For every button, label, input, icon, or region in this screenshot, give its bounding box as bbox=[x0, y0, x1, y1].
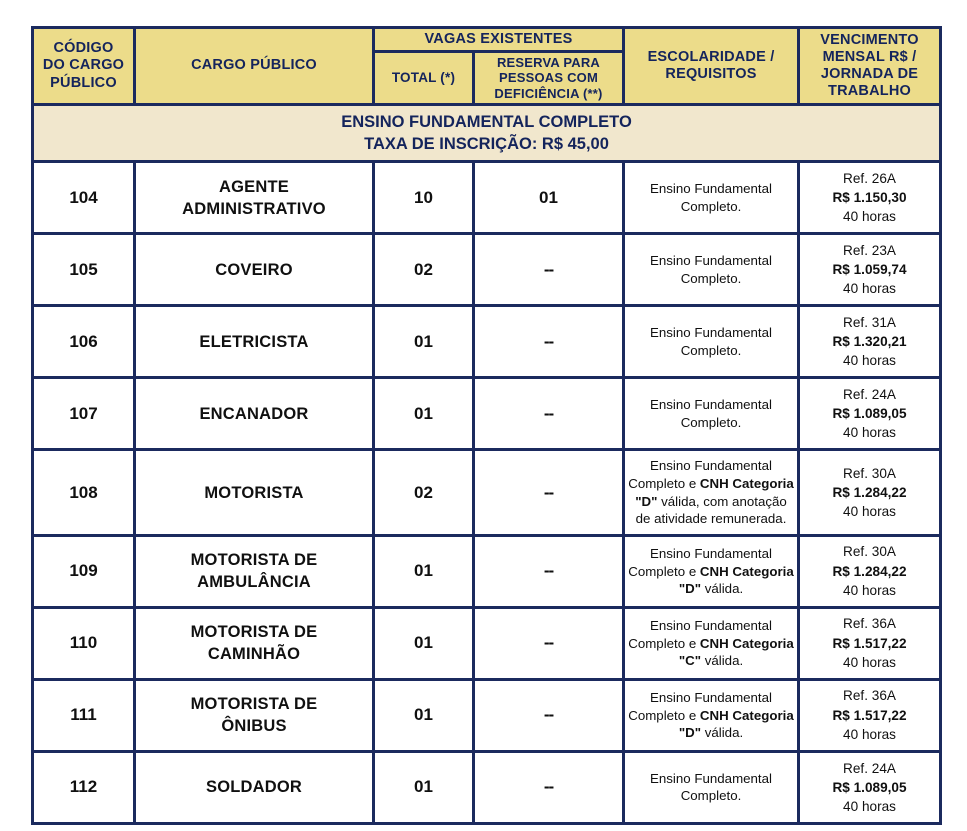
banner-line-1: ENSINO FUNDAMENTAL COMPLETO bbox=[341, 112, 632, 131]
table-header bbox=[33, 28, 941, 105]
cell-vencimento-jornada bbox=[799, 607, 941, 679]
cell-vencimento-jornada bbox=[799, 162, 941, 234]
cell-escolaridade-requisitos: Ensino Fundamental Completo. bbox=[624, 378, 799, 450]
vencimento-ref: Ref. 26A bbox=[843, 170, 896, 186]
cell-reserva-deficiencia: -- bbox=[474, 751, 624, 823]
vencimento-ref: Ref. 23A bbox=[843, 242, 896, 258]
vencimento-jornada: 40 horas bbox=[843, 583, 896, 599]
table-row bbox=[33, 378, 941, 450]
vencimento-jornada: 40 horas bbox=[843, 425, 896, 441]
cell-vencimento-jornada bbox=[799, 306, 941, 378]
table-row bbox=[33, 234, 941, 306]
header-row-1 bbox=[33, 28, 941, 52]
cargo-line: MOTORISTA DE bbox=[190, 551, 318, 570]
cargo-line: MOTORISTA bbox=[204, 483, 304, 502]
vagas-table-container bbox=[31, 26, 939, 825]
cell-vencimento-jornada bbox=[799, 378, 941, 450]
cell-cargo-publico bbox=[135, 607, 374, 679]
cell-codigo: 109 bbox=[33, 535, 135, 607]
cell-total: 02 bbox=[374, 450, 474, 536]
vencimento-jornada: 40 horas bbox=[843, 727, 896, 743]
vencimento-valor: R$ 1.150,30 bbox=[832, 190, 907, 206]
cell-cargo-publico bbox=[135, 751, 374, 823]
vencimento-valor: R$ 1.517,22 bbox=[832, 635, 907, 651]
vencimento-ref: Ref. 36A bbox=[843, 688, 896, 704]
vencimento-jornada: 40 horas bbox=[843, 353, 896, 369]
header-escolaridade-line-1: ESCOLARIDADE / bbox=[647, 48, 775, 65]
cell-total: 01 bbox=[374, 679, 474, 751]
vencimento-valor: R$ 1.059,74 bbox=[832, 262, 907, 278]
cell-cargo-publico bbox=[135, 378, 374, 450]
vencimento-ref: Ref. 30A bbox=[843, 544, 896, 560]
cell-reserva-deficiencia: -- bbox=[474, 607, 624, 679]
banner-line-2: TAXA DE INSCRIÇÃO: R$ 45,00 bbox=[364, 135, 609, 154]
cell-codigo: 107 bbox=[33, 378, 135, 450]
cell-total: 10 bbox=[374, 162, 474, 234]
vencimento-valor: R$ 1.284,22 bbox=[832, 563, 907, 579]
header-vencimento-jornada bbox=[799, 28, 941, 105]
cell-cargo-publico bbox=[135, 535, 374, 607]
header-total: TOTAL (*) bbox=[374, 52, 474, 105]
vencimento-ref: Ref. 31A bbox=[843, 314, 896, 330]
header-codigo-line-2: DO CARGO bbox=[42, 57, 125, 74]
cell-total: 01 bbox=[374, 306, 474, 378]
vencimento-jornada: 40 horas bbox=[843, 281, 896, 297]
cargo-line: SOLDADOR bbox=[205, 778, 303, 797]
cell-vencimento-jornada bbox=[799, 751, 941, 823]
cell-cargo-publico bbox=[135, 162, 374, 234]
header-codigo bbox=[33, 28, 135, 105]
header-cargo-publico: CARGO PÚBLICO bbox=[135, 28, 374, 105]
table-row bbox=[33, 450, 941, 536]
cell-reserva-deficiencia: -- bbox=[474, 306, 624, 378]
cell-total: 01 bbox=[374, 751, 474, 823]
cell-reserva-deficiencia: -- bbox=[474, 378, 624, 450]
cell-cargo-publico bbox=[135, 306, 374, 378]
cell-reserva-deficiencia: -- bbox=[474, 535, 624, 607]
cell-escolaridade-requisitos: Ensino Fundamental Completo. bbox=[624, 751, 799, 823]
cell-total: 01 bbox=[374, 378, 474, 450]
cell-escolaridade-requisitos: Ensino Fundamental Completo e CNH Categoria "D" válida, com anotação de atividade remunerada. bbox=[624, 450, 799, 536]
header-reserva-line-3: DEFICIÊNCIA (**) bbox=[494, 85, 603, 101]
cell-total: 01 bbox=[374, 535, 474, 607]
vencimento-valor: R$ 1.517,22 bbox=[832, 707, 907, 723]
cell-escolaridade-requisitos: Ensino Fundamental Completo e CNH Categoria "D" válida. bbox=[624, 679, 799, 751]
vencimento-valor: R$ 1.089,05 bbox=[832, 779, 907, 795]
vencimento-ref: Ref. 24A bbox=[843, 386, 896, 402]
cell-escolaridade-requisitos: Ensino Fundamental Completo. bbox=[624, 234, 799, 306]
header-vencimento-line-4: TRABALHO bbox=[828, 83, 911, 100]
table-body bbox=[33, 105, 941, 824]
cell-codigo: 108 bbox=[33, 450, 135, 536]
vencimento-jornada: 40 horas bbox=[843, 799, 896, 815]
table-row bbox=[33, 162, 941, 234]
cell-escolaridade-requisitos: Ensino Fundamental Completo. bbox=[624, 306, 799, 378]
cargo-line: AMBULÂNCIA bbox=[197, 573, 311, 592]
cell-vencimento-jornada bbox=[799, 679, 941, 751]
header-escolaridade-requisitos bbox=[624, 28, 799, 105]
cell-codigo: 111 bbox=[33, 679, 135, 751]
vencimento-valor: R$ 1.089,05 bbox=[832, 406, 907, 422]
cargo-line: MOTORISTA DE bbox=[190, 623, 318, 642]
header-reserva-deficiencia bbox=[474, 52, 624, 105]
cell-reserva-deficiencia: -- bbox=[474, 679, 624, 751]
cell-escolaridade-requisitos: Ensino Fundamental Completo. bbox=[624, 162, 799, 234]
header-reserva-line-1: RESERVA PARA bbox=[496, 55, 601, 71]
cell-vencimento-jornada bbox=[799, 234, 941, 306]
cell-codigo: 110 bbox=[33, 607, 135, 679]
cell-vencimento-jornada bbox=[799, 450, 941, 536]
vencimento-ref: Ref. 30A bbox=[843, 465, 896, 481]
header-codigo-line-3: PÚBLICO bbox=[50, 74, 117, 91]
header-vagas-existentes: VAGAS EXISTENTES bbox=[374, 28, 624, 52]
cargo-line: ELETRICISTA bbox=[199, 332, 309, 351]
vencimento-jornada: 40 horas bbox=[843, 209, 896, 225]
cell-cargo-publico bbox=[135, 679, 374, 751]
cell-escolaridade-requisitos: Ensino Fundamental Completo e CNH Categoria "C" válida. bbox=[624, 607, 799, 679]
vencimento-jornada: 40 horas bbox=[843, 655, 896, 671]
cell-codigo: 104 bbox=[33, 162, 135, 234]
cell-codigo: 106 bbox=[33, 306, 135, 378]
vencimento-valor: R$ 1.320,21 bbox=[832, 334, 907, 350]
vencimento-valor: R$ 1.284,22 bbox=[832, 484, 907, 500]
cell-codigo: 105 bbox=[33, 234, 135, 306]
cargo-line: AGENTE bbox=[219, 177, 289, 196]
header-escolaridade-line-2: REQUISITOS bbox=[665, 66, 757, 83]
header-codigo-line-1: CÓDIGO bbox=[53, 40, 114, 57]
vagas-table bbox=[31, 26, 942, 825]
table-row bbox=[33, 607, 941, 679]
header-vencimento-line-1: VENCIMENTO bbox=[820, 31, 919, 48]
cargo-line: ADMINISTRATIVO bbox=[182, 199, 326, 218]
cargo-line: ÔNIBUS bbox=[221, 717, 287, 736]
table-row bbox=[33, 306, 941, 378]
cell-vencimento-jornada bbox=[799, 535, 941, 607]
cargo-line: MOTORISTA DE bbox=[190, 695, 318, 714]
header-vencimento-line-3: JORNADA DE bbox=[820, 66, 919, 83]
cell-cargo-publico bbox=[135, 450, 374, 536]
cell-reserva-deficiencia: -- bbox=[474, 450, 624, 536]
cargo-line: COVEIRO bbox=[215, 260, 293, 279]
section-banner bbox=[33, 105, 941, 162]
vencimento-ref: Ref. 24A bbox=[843, 760, 896, 776]
cargo-line: CAMINHÃO bbox=[207, 645, 301, 664]
cell-reserva-deficiencia: -- bbox=[474, 234, 624, 306]
cell-total: 02 bbox=[374, 234, 474, 306]
header-vencimento-line-2: MENSAL R$ / bbox=[822, 48, 917, 65]
section-banner-row bbox=[33, 105, 941, 162]
table-row bbox=[33, 535, 941, 607]
header-reserva-line-2: PESSOAS COM bbox=[499, 70, 598, 86]
vencimento-jornada: 40 horas bbox=[843, 504, 896, 520]
cell-cargo-publico bbox=[135, 234, 374, 306]
cell-reserva-deficiencia: 01 bbox=[474, 162, 624, 234]
cargo-line: ENCANADOR bbox=[199, 404, 309, 423]
vencimento-ref: Ref. 36A bbox=[843, 616, 896, 632]
table-row bbox=[33, 679, 941, 751]
cell-codigo: 112 bbox=[33, 751, 135, 823]
table-row bbox=[33, 751, 941, 823]
cell-escolaridade-requisitos: Ensino Fundamental Completo e CNH Categoria "D" válida. bbox=[624, 535, 799, 607]
cell-total: 01 bbox=[374, 607, 474, 679]
